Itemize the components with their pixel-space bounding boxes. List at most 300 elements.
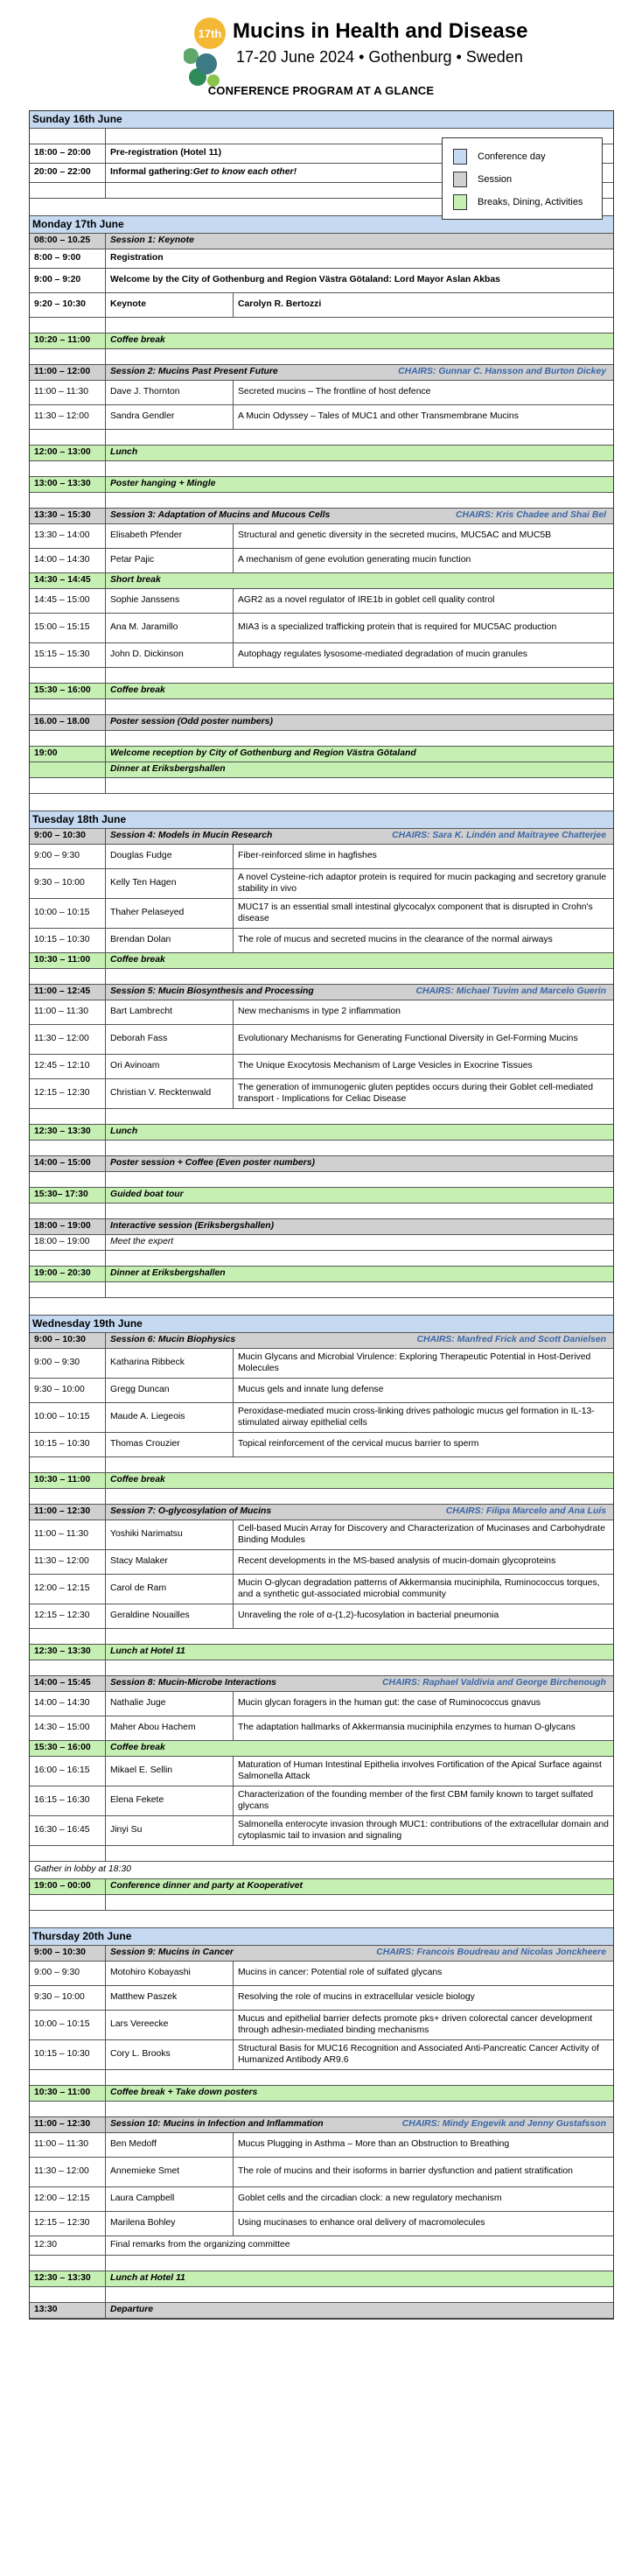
empty-cell: [106, 2287, 613, 2302]
spacer-row: [30, 2287, 613, 2303]
talk-row: [30, 589, 613, 614]
time-cell: [30, 1025, 106, 1054]
talk-title-cell: [234, 1816, 613, 1845]
empty-time-cell: [30, 2070, 106, 2085]
empty-time-cell: [30, 2102, 106, 2116]
speaker-cell-text: Annemieke Smet: [110, 2166, 180, 2177]
talk-row: [30, 549, 613, 573]
speaker-cell-text: Maude A. Liegeois: [110, 1412, 185, 1422]
time-cell-text: 15:30 – 16:00: [34, 1743, 91, 1753]
speaker-cell: [106, 1716, 234, 1740]
time-cell: [30, 715, 106, 730]
item-text-text: Coffee break: [110, 955, 165, 965]
speaker-cell-text: Dave J. Thornton: [110, 387, 180, 397]
talk-title-cell-text: Evolutionary Mechanisms for Generating Functional Diversity in Gel-Forming Mucins: [238, 1034, 578, 1044]
time-cell: [30, 2086, 106, 2101]
legend-item-breaks: [453, 194, 583, 210]
talk-title-cell-text: A mechanism of gene evolution generating mucin function: [238, 555, 471, 565]
time-cell: [30, 845, 106, 868]
time-cell-text: 11:00 – 12:45: [34, 986, 91, 997]
time-cell: [30, 293, 106, 317]
talk-row: [30, 1379, 613, 1403]
talk-title-cell-text: The adaptation hallmarks of Akkermansia muciniphila enzymes to human O-glycans: [238, 1723, 576, 1733]
talk-row: [30, 2040, 613, 2070]
time-cell: [30, 2011, 106, 2039]
item-text-text: Poster session + Coffee (Even poster numbers): [110, 1158, 315, 1169]
time-cell-text: 20:00 – 22:00: [34, 167, 91, 178]
time-cell: [30, 747, 106, 762]
speaker-cell-text: Bart Lambrecht: [110, 1007, 173, 1017]
speaker-cell-text: Sandra Gendler: [110, 411, 175, 422]
time-cell-text: 10:00 – 10:15: [34, 1412, 90, 1422]
talk-row: [30, 1604, 613, 1629]
time-cell: [30, 614, 106, 642]
day-title-text: Wednesday 19th June: [32, 1317, 143, 1330]
speaker-cell: [106, 2212, 234, 2236]
empty-time-cell: [30, 1489, 106, 1504]
speaker-cell: [106, 643, 234, 667]
time-cell: [30, 365, 106, 380]
talk-row: [30, 405, 613, 430]
talk-title-cell-text: Carolyn R. Bertozzi: [238, 299, 322, 310]
time-cell: [30, 2117, 106, 2132]
legend-swatch-session: [453, 172, 467, 187]
time-cell-text: 12:00 – 12:15: [34, 2193, 90, 2204]
time-cell-text: 9:00 – 10:30: [34, 831, 86, 841]
talk-row: [30, 1550, 613, 1575]
empty-time-cell: [30, 430, 106, 445]
item-text-text: Poster session (Odd poster numbers): [110, 717, 273, 727]
time-cell: [30, 2133, 106, 2157]
break-row: [30, 1473, 613, 1489]
break-row: [30, 1645, 613, 1660]
page-header: [0, 0, 642, 103]
speaker-cell-text: Maher Abou Hachem: [110, 1723, 196, 1733]
time-cell-text: 9:30 – 10:00: [34, 1992, 85, 2003]
item-text: [106, 1473, 613, 1488]
time-cell: [30, 1946, 106, 1961]
speaker-cell-text: Petar Pajic: [110, 555, 155, 565]
time-cell: [30, 446, 106, 460]
item-text-text: Meet the expert: [110, 1237, 174, 1247]
talk-title-cell-text: Maturation of Human Intestinal Epithelia involves Fortification of the Apical Surface against Salmonella Attack: [238, 1760, 602, 1781]
time-cell: [30, 1550, 106, 1574]
day-title: [30, 811, 613, 828]
speaker-cell: [106, 1550, 234, 1574]
day-header: [30, 111, 613, 129]
session-chairs: CHAIRS: Francois Boudreau and Nicolas Jonckheere: [376, 1948, 606, 1958]
session-chairs: CHAIRS: Raphael Valdivia and George Birchenough: [382, 1678, 606, 1688]
time-cell-text: 9:00 – 10:30: [34, 1948, 86, 1958]
speaker-cell-text: Jinyi Su: [110, 1825, 143, 1835]
time-cell-text: 9:00 – 9:20: [34, 275, 81, 285]
spacer-row: [30, 778, 613, 794]
session-row: [30, 234, 613, 249]
time-cell: [30, 1235, 106, 1250]
talk-row: [30, 1716, 613, 1741]
item-text-text: Poster hanging + Mingle: [110, 479, 216, 489]
time-cell-text: 8:00 – 9:00: [34, 253, 81, 263]
talk-title-cell: [234, 2011, 613, 2039]
legend-label-session: Session: [478, 174, 513, 185]
italic-row: [30, 1235, 613, 1251]
talk-title-cell: [234, 2133, 613, 2157]
time-cell: [30, 2187, 106, 2211]
time-cell-text: 11:30 – 12:00: [34, 2166, 89, 2177]
time-cell: [30, 643, 106, 667]
empty-time-cell: [30, 349, 106, 364]
speaker-cell-text: Mikael E. Sellin: [110, 1765, 173, 1776]
break-row: [30, 2271, 613, 2287]
break-row: [30, 684, 613, 699]
session-row: [30, 365, 613, 381]
talk-title-cell: [234, 549, 613, 572]
speaker-cell: [106, 1604, 234, 1628]
speaker-cell: [106, 845, 234, 868]
talk-title-cell: [234, 899, 613, 928]
time-cell: [30, 899, 106, 928]
day-title: [30, 111, 613, 128]
item-text: [106, 2086, 613, 2101]
speaker-cell: [106, 869, 234, 898]
talk-row: [30, 1433, 613, 1457]
empty-time-cell: [30, 1141, 106, 1155]
spacer-row: [30, 1251, 613, 1267]
full-row: [30, 249, 613, 269]
item-text-text: Coffee break: [110, 1743, 165, 1753]
time-cell: [30, 2303, 106, 2318]
time-cell: [30, 953, 106, 968]
talk-row: [30, 381, 613, 405]
time-cell: [30, 1403, 106, 1432]
speaker-cell-text: Motohiro Kobayashi: [110, 1968, 191, 1978]
empty-time-cell: [30, 318, 106, 333]
talk-row: [30, 293, 613, 318]
time-cell-text: 10:00 – 10:15: [34, 908, 90, 918]
day-title-text: Sunday 16th June: [32, 113, 122, 126]
session-chairs: CHAIRS: Michael Tuvim and Marcelo Guerin: [415, 986, 606, 997]
talk-title-cell-text: MUC17 is an essential small intestinal glycocalyx component that is disrupted in Crohn's disease: [238, 902, 593, 923]
talk-title-cell: [234, 1403, 613, 1432]
talk-title-cell: [234, 2040, 613, 2069]
spacer-row: [30, 493, 613, 509]
time-cell: [30, 985, 106, 1000]
time-cell-text: 11:00 – 12:00: [34, 367, 91, 377]
time-cell: [30, 381, 106, 404]
speaker-cell: [106, 1575, 234, 1604]
speaker-cell: [106, 1055, 234, 1078]
speaker-cell-text: Elena Fekete: [110, 1795, 164, 1806]
time-cell: [30, 1473, 106, 1488]
talk-title-cell-text: New mechanisms in type 2 inflammation: [238, 1007, 401, 1017]
item-text-text: Lunch at Hotel 11: [110, 1646, 185, 1657]
time-cell: [30, 1267, 106, 1281]
speaker-cell-text: Ori Avinoam: [110, 1061, 160, 1071]
talk-row: [30, 2212, 613, 2236]
speaker-cell-text: Thomas Crouzier: [110, 1439, 180, 1449]
item-text: [106, 2303, 613, 2318]
speaker-cell: [106, 524, 234, 548]
speaker-cell: [106, 1816, 234, 1845]
spacer-row: [30, 461, 613, 477]
spacer-row: [30, 1141, 613, 1156]
empty-cell: [106, 1629, 613, 1644]
time-cell-text: 9:30 – 10:00: [34, 878, 85, 888]
time-cell-text: 14:00 – 14:30: [34, 1698, 90, 1709]
time-cell-text: 10:15 – 10:30: [34, 1439, 90, 1449]
time-cell-text: 10:30 – 11:00: [34, 955, 91, 965]
time-cell-text: 12:00 – 13:00: [34, 447, 91, 458]
empty-time-cell: [30, 1457, 106, 1472]
session-chairs: CHAIRS: Gunnar C. Hansson and Burton Dickey: [398, 367, 606, 377]
time-cell: [30, 2212, 106, 2236]
item-text: [106, 1125, 613, 1140]
item-text-text: Session 3: Adaptation of Mucins and Mucous Cells: [110, 510, 331, 521]
time-cell-text: 11:30 – 12:00: [34, 1556, 89, 1567]
session-row: [30, 2303, 613, 2319]
talk-title-cell: [234, 2212, 613, 2236]
empty-time-cell: [30, 1204, 106, 1218]
time-cell: [30, 1786, 106, 1815]
time-cell-text: 11:00 – 11:30: [34, 2139, 89, 2150]
talk-title-cell: [234, 1986, 613, 2010]
empty-time-cell: [30, 1109, 106, 1124]
talk-title-cell: [234, 614, 613, 642]
day-title-text: Tuesday 18th June: [32, 813, 127, 826]
talk-row: [30, 1575, 613, 1604]
talk-title-cell-text: Mucins in cancer: Potential role of sulfated glycans: [238, 1968, 443, 1978]
time-cell-text: 14:00 – 14:30: [34, 555, 90, 565]
time-cell: [30, 1816, 106, 1845]
speaker-cell: [106, 929, 234, 952]
program-table: [29, 110, 614, 2320]
talk-title-cell: [234, 381, 613, 404]
time-cell-text: 12:30 – 13:30: [34, 1646, 91, 1657]
time-cell-text: 9:00 – 9:30: [34, 851, 80, 861]
empty-cell: [106, 1141, 613, 1155]
talk-row: [30, 1000, 613, 1025]
empty-cell: [106, 2256, 613, 2271]
speaker-cell: [106, 1757, 234, 1786]
item-text-text: Dinner at Eriksbergshallen: [110, 764, 226, 775]
speaker-cell: [106, 405, 234, 429]
time-cell: [30, 1692, 106, 1716]
talk-title-cell-text: Recent developments in the MS-based analysis of mucin-domain glycoproteins: [238, 1556, 556, 1567]
speaker-cell: [106, 1025, 234, 1054]
time-cell: [30, 1379, 106, 1402]
talk-row: [30, 1403, 613, 1433]
talk-title-cell-text: A novel Cysteine-rich adaptor protein is required for mucin packaging and secretory granule stability in vivo: [238, 873, 607, 894]
time-cell: [30, 1000, 106, 1024]
note-text: [30, 1862, 613, 1878]
session-row: [30, 1333, 613, 1349]
time-cell-text: 14:00 – 15:45: [34, 1678, 91, 1688]
talk-title-cell: [234, 1025, 613, 1054]
empty-time-cell: [30, 731, 106, 746]
talk-row: [30, 2158, 613, 2187]
talk-title-cell-text: Fiber-reinforced slime in hagfishes: [238, 851, 377, 861]
talk-title-cell: [234, 643, 613, 667]
time-cell-text: 11:00 – 12:30: [34, 1506, 91, 1517]
legend: [442, 137, 603, 220]
item-text-text: Guided boat tour: [110, 1190, 184, 1200]
talk-title-cell: [234, 1692, 613, 1716]
spacer-row: [30, 2256, 613, 2271]
speaker-cell: [106, 549, 234, 572]
empty-cell: [106, 318, 613, 333]
speaker-cell-text: Marilena Bohley: [110, 2218, 176, 2229]
empty-time-cell: [30, 1282, 106, 1297]
item-text: [106, 715, 613, 730]
empty-time-cell: [30, 2256, 106, 2271]
spacer-row: [30, 1109, 613, 1125]
speaker-cell-text: Matthew Paszek: [110, 1992, 178, 2003]
empty-cell: [106, 349, 613, 364]
talk-row: [30, 1692, 613, 1716]
item-text-text: Departure: [110, 2305, 154, 2315]
day-title-text: Thursday 20th June: [32, 1930, 132, 1943]
time-cell-text: 19:00 – 20:30: [34, 1268, 91, 1279]
item-text-text: Session 9: Mucins in Cancer: [110, 1948, 234, 1958]
talk-title-cell-text: Salmonella enterocyte invasion through MUC1: contributions of the extracellular domain and cytoplasmic tail to invasion and signaling: [238, 1820, 609, 1841]
talk-title-cell: [234, 1379, 613, 1402]
item-text: [106, 1188, 613, 1203]
speaker-cell: [106, 589, 234, 613]
time-cell-text: 9:30 – 10:00: [34, 1385, 85, 1395]
speaker-cell-text: John D. Dickinson: [110, 649, 184, 660]
speaker-cell-text: Kelly Ten Hagen: [110, 878, 177, 888]
time-cell-text: 16:30 – 16:45: [34, 1825, 90, 1835]
empty-cell: [106, 1457, 613, 1472]
talk-title-cell-text: AGR2 as a novel regulator of IRE1b in goblet cell quality control: [238, 595, 495, 606]
time-cell-text: 13:30 – 14:00: [34, 530, 90, 541]
item-text-text: Interactive session (Eriksbergshallen): [110, 1221, 275, 1232]
speaker-cell-text: Ben Medoff: [110, 2139, 157, 2150]
item-text: [106, 573, 613, 588]
session-row: [30, 1219, 613, 1235]
time-cell: [30, 829, 106, 844]
empty-time-cell: [30, 1895, 106, 1910]
time-cell: [30, 1741, 106, 1756]
talk-title-cell-text: Cell-based Mucin Array for Discovery and Characterization of Mucinases and Carbohydrate Binding Modules: [238, 1524, 605, 1545]
talk-title-cell-text: Using mucinases to enhance oral delivery of macromolecules: [238, 2218, 485, 2229]
item-text-text: Welcome by the City of Gothenburg and Region Västra Götaland: Lord Mayor Aslan Akbas: [110, 275, 500, 285]
time-cell-text: 10:00 – 10:15: [34, 2019, 90, 2030]
empty-cell: [106, 1895, 613, 1910]
empty-time-cell: [30, 1172, 106, 1187]
item-text-text: Session 5: Mucin Biosynthesis and Processing: [110, 986, 314, 997]
time-cell: [30, 1125, 106, 1140]
speaker-cell-text: Keynote: [110, 299, 146, 310]
session-row: [30, 1156, 613, 1172]
time-cell: [30, 509, 106, 523]
item-text: [106, 747, 613, 762]
speaker-cell-text: Gregg Duncan: [110, 1385, 170, 1395]
break-row: [30, 953, 613, 969]
time-cell: [30, 2040, 106, 2069]
speaker-cell: [106, 1349, 234, 1378]
item-text-text: Short break: [110, 575, 161, 586]
empty-time-cell: [30, 969, 106, 984]
time-cell-text: 12:15 – 12:30: [34, 2218, 90, 2229]
spacer-row: [30, 1660, 613, 1676]
talk-title-cell-text: Resolving the role of mucins in extracellular vesicle biology: [238, 1992, 475, 2003]
speaker-cell-text: Brendan Dolan: [110, 935, 171, 945]
spacer-row: [30, 2102, 613, 2117]
time-cell: [30, 269, 106, 292]
note-row: [30, 1862, 613, 1879]
day-gap: [30, 794, 613, 811]
time-cell-text: 11:30 – 12:00: [34, 411, 89, 422]
time-cell-text: 12:30 – 13:30: [34, 2273, 91, 2284]
item-text: [106, 446, 613, 460]
session-row: [30, 2117, 613, 2133]
break-row: [30, 762, 613, 778]
spacer-row: [30, 430, 613, 446]
talk-title-cell: [234, 1786, 613, 1815]
item-text-text: Lunch at Hotel 11: [110, 2273, 185, 2284]
empty-cell: [106, 1109, 613, 1124]
spacer-row: [30, 1457, 613, 1473]
speaker-cell: [106, 1079, 234, 1108]
item-text-text: Final remarks from the organizing committee: [110, 2240, 290, 2250]
item-text-text: Session 10: Mucins in Infection and Inflammation: [110, 2119, 324, 2130]
speaker-cell-text: Douglas Fudge: [110, 851, 172, 861]
time-cell-text: 15:30 – 16:00: [34, 685, 91, 696]
item-text: [106, 762, 613, 777]
time-cell: [30, 1156, 106, 1171]
item-text-text: Registration: [110, 253, 164, 263]
talk-row: [30, 524, 613, 549]
speaker-cell-text: Nathalie Juge: [110, 1698, 166, 1709]
talk-row: [30, 869, 613, 899]
empty-cell: [106, 1204, 613, 1218]
time-cell: [30, 1219, 106, 1234]
session-row: [30, 715, 613, 731]
break-row: [30, 747, 613, 762]
talk-title-cell-text: The role of mucus and secreted mucins in the clearance of the normal airways: [238, 935, 553, 945]
talk-title-cell: [234, 589, 613, 613]
time-cell-text: 18:00 – 19:00: [34, 1221, 91, 1232]
time-cell: [30, 2158, 106, 2186]
time-cell-text: 9:00 – 9:30: [34, 1358, 80, 1368]
empty-time-cell: [30, 1251, 106, 1266]
empty-time-cell: [30, 129, 106, 144]
program-title: CONFERENCE PROGRAM AT A GLANCE: [207, 84, 435, 97]
item-text: [106, 2271, 613, 2286]
empty-cell: [106, 1251, 613, 1266]
logo-badge: 17th: [198, 27, 222, 40]
time-cell: [30, 573, 106, 588]
talk-title-cell-text: A Mucin Odyssey – Tales of MUC1 and other Transmembrane Mucins: [238, 411, 519, 422]
time-cell-text: 14:30 – 14:45: [34, 575, 91, 586]
empty-cell: [106, 969, 613, 984]
spacer-row: [30, 731, 613, 747]
time-cell-text: 9:00 – 9:30: [34, 1968, 80, 1978]
talk-title-cell: [234, 1433, 613, 1456]
item-text-text: Session 1: Keynote: [110, 235, 194, 246]
time-cell: [30, 549, 106, 572]
session-row: [30, 509, 613, 524]
item-text-text: Pre-registration (Hotel 11): [110, 148, 222, 158]
spacer-row: [30, 969, 613, 985]
time-cell: [30, 1575, 106, 1604]
time-cell-text: 10:15 – 10:30: [34, 2049, 90, 2060]
item-text-text: Lunch: [110, 447, 138, 458]
spacer-row: [30, 2070, 613, 2086]
talk-title-cell-text: Mucin O-glycan degradation patterns of Akkermansia muciniphila, Ruminococcus torques, and a synthetic gut-associated microbial community: [238, 1578, 600, 1599]
talk-row: [30, 1520, 613, 1550]
